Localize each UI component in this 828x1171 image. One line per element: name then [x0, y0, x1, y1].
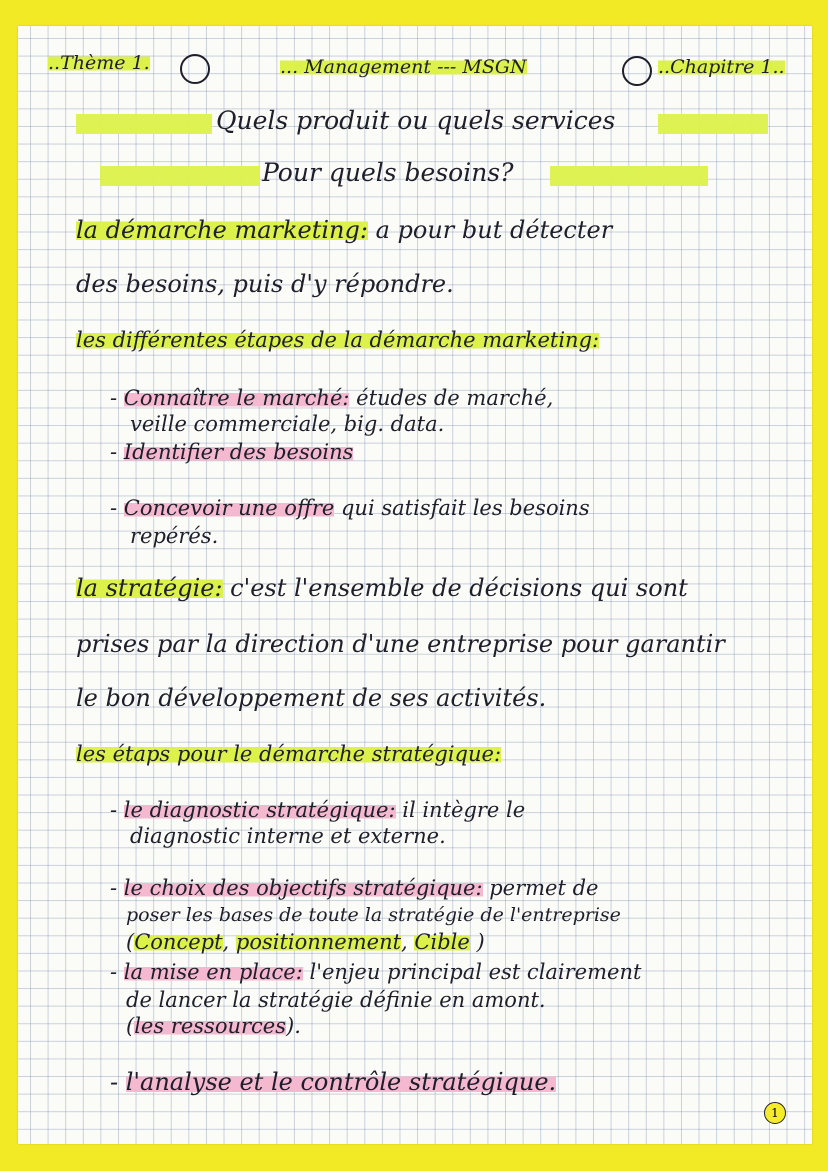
strategy-def-line-1: [76, 574, 688, 602]
strategy-step-1-line-2: diagnostic interne et externe.: [130, 824, 446, 848]
chapter-label: ..Chapitre 1..: [658, 56, 785, 78]
resources-label: les ressources: [134, 1014, 286, 1038]
marketing-step-3-rest: qui satisfait les besoins: [334, 496, 590, 520]
strategy-step-2-lead: le choix des objectifs stratégique:: [123, 876, 483, 900]
tag-cible: Cible: [414, 930, 470, 954]
strategy-step-4: [110, 1068, 556, 1096]
strategy-def-line-2: prises par la direction d'une entreprise pour garantir: [76, 630, 725, 658]
binder-hole-right: [622, 56, 652, 86]
title-bar-right: [658, 114, 768, 134]
strategy-step-3-rest: l'enjeu principal est clairement: [302, 960, 642, 984]
marketing-def-line-2: des besoins, puis d'y répondre.: [76, 270, 454, 298]
dash: -: [110, 798, 118, 822]
marketing-step-3: [110, 496, 590, 520]
strategy-step-3-line-2: de lancer la stratégie définie en amont.: [126, 988, 546, 1012]
marketing-step-1-rest: études de marché,: [349, 386, 554, 410]
strategy-step-1: [110, 798, 525, 822]
dash: -: [110, 496, 118, 520]
paren-open: (: [126, 930, 135, 954]
grid-paper-sheet: [18, 26, 812, 1144]
strategy-step-1-lead: le diagnostic stratégique:: [123, 798, 396, 822]
marketing-step-1: [110, 386, 553, 410]
title-line-1: Quels produit ou quels services: [216, 106, 616, 135]
marketing-step-2-lead: Identifier des besoins: [123, 440, 354, 464]
strategy-step-4-lead: l'analyse et le contrôle stratégique.: [125, 1068, 557, 1096]
separator: ,: [222, 930, 236, 954]
marketing-step-3-line-2: repérés.: [130, 524, 219, 548]
tag-positionnement: positionnement: [235, 930, 402, 954]
strategy-def-rest: c'est l'ensemble de décisions qui sont: [222, 574, 688, 602]
strategy-step-3: [110, 960, 641, 984]
title2-bar-left: [100, 166, 260, 186]
subject-label: [280, 56, 527, 78]
marketing-step-1-lead: Connaître le marché:: [123, 386, 350, 410]
title-bar-left: [76, 114, 212, 134]
strategy-step-3-lead: la mise en place:: [123, 960, 303, 984]
subject-text: ... Management --- MSGN: [280, 56, 527, 78]
page-number: 1: [764, 1102, 786, 1124]
dash: -: [110, 1068, 119, 1096]
strategy-step-2-tags: [126, 930, 485, 954]
strategy-step-2: [110, 876, 598, 900]
strategy-step-2-rest: permet de: [482, 876, 599, 900]
strategy-steps-heading: les étaps pour le démarche stratégique:: [76, 742, 502, 766]
dash: -: [110, 386, 118, 410]
marketing-term: la démarche marketing:: [76, 216, 368, 244]
binder-hole-left: [180, 54, 210, 84]
strategy-def-line-3: le bon développement de ses activités.: [76, 684, 547, 712]
paren-open: (: [126, 1014, 135, 1038]
marketing-steps-heading: les différentes étapes de la démarche marketing:: [76, 328, 600, 352]
marketing-step-2: [110, 440, 353, 464]
marketing-step-1-line-2: veille commerciale, big. data.: [130, 412, 445, 436]
separator: ,: [401, 930, 415, 954]
strategy-step-2-line-2: poser les bases de toute la stratégie de l'entreprise: [126, 904, 621, 926]
dash: -: [110, 440, 118, 464]
strategy-term: la stratégie:: [76, 574, 223, 602]
strategy-step-3-resources: [126, 1014, 301, 1038]
title2-bar-right: [550, 166, 708, 186]
marketing-step-3-lead: Concevoir une offre: [123, 496, 335, 520]
strategy-step-1-rest: il intègre le: [395, 798, 526, 822]
paren-close: ): [469, 930, 485, 954]
dash: -: [110, 876, 118, 900]
title-line-2: Pour quels besoins?: [262, 158, 514, 187]
paren-close: ).: [286, 1014, 301, 1038]
theme-label: ..Thème 1.: [48, 52, 150, 74]
marketing-def-rest: a pour but détecter: [367, 216, 613, 244]
dash: -: [110, 960, 118, 984]
tag-concept: Concept: [134, 930, 223, 954]
marketing-def-line-1: [76, 216, 612, 244]
